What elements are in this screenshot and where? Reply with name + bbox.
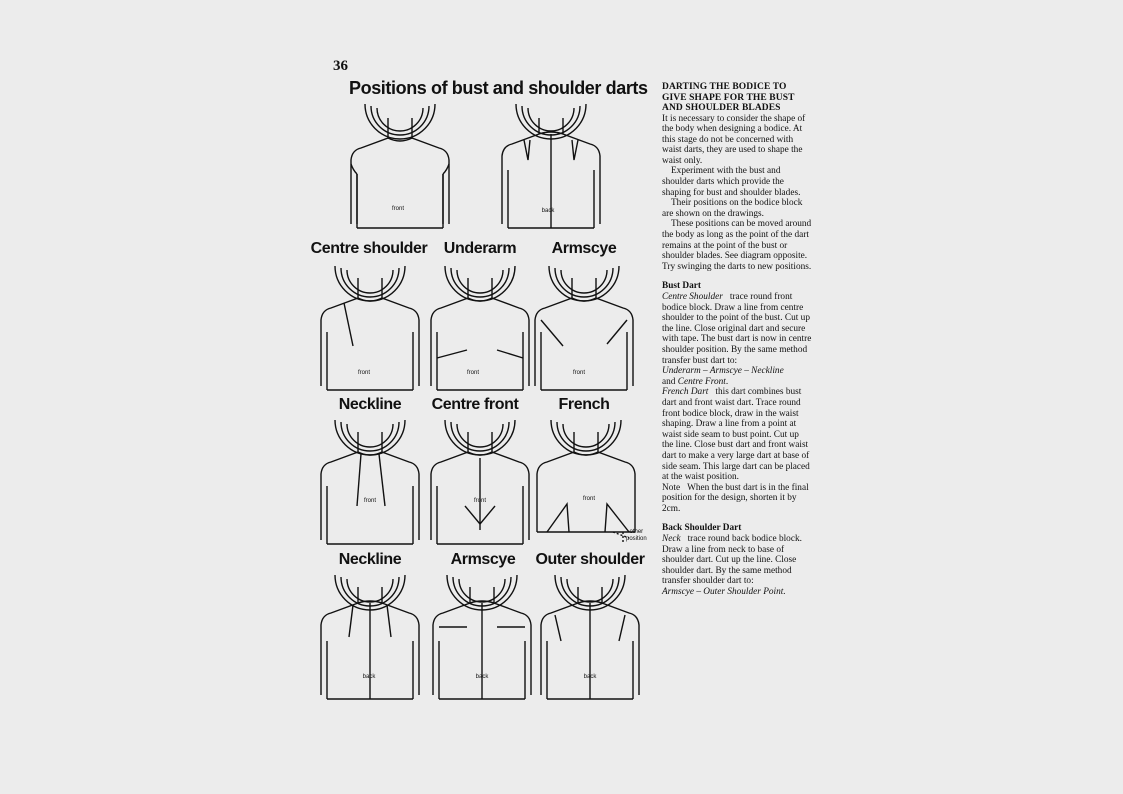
caption-underarm: Underarm bbox=[443, 240, 517, 257]
bodice-outline bbox=[317, 420, 423, 544]
bust-dart-french bbox=[662, 387, 812, 482]
other-position-line1: other bbox=[629, 529, 644, 535]
bodice-centre-front bbox=[427, 420, 533, 544]
caption-neckline-front: Neckline bbox=[338, 396, 402, 413]
french-dart-label: French Dart bbox=[662, 387, 709, 398]
caption-neckline-back: Neckline bbox=[338, 551, 402, 568]
bodice-back-outer-shoulder bbox=[537, 575, 643, 699]
front-label: front bbox=[357, 370, 371, 376]
caption-armscye: Armscye bbox=[551, 240, 617, 257]
paragraph-positions: Their positions on the bodice block are shown on the drawings. bbox=[662, 198, 803, 219]
centre-shoulder-label: Centre Shoulder bbox=[662, 292, 723, 302]
note-text: When the bust dart is in the final position for the design, shorten it by 2cm. bbox=[662, 482, 809, 514]
neck-text: trace round back bodice block. Draw a line from neck to base of shoulder dart. Cut up the line. Close shoulder dart. By the same method transfer shoulder dart to: bbox=[662, 534, 802, 587]
front-label: front bbox=[363, 498, 377, 504]
bodice-outline bbox=[427, 266, 533, 390]
bodice-underarm bbox=[427, 266, 533, 390]
bodice-back-neckline bbox=[317, 575, 423, 699]
other-position-note bbox=[626, 529, 647, 543]
figure-title: Positions of bust and shoulder darts bbox=[349, 78, 648, 98]
bodice-armscye bbox=[531, 266, 637, 390]
other-position-line2: position bbox=[626, 536, 647, 542]
bodice-outline bbox=[533, 420, 639, 544]
bodice-outline bbox=[429, 575, 535, 699]
front-label: front bbox=[582, 496, 596, 502]
front-label: front bbox=[572, 370, 586, 376]
page-number: 36 bbox=[333, 58, 348, 74]
bodice-front-plain bbox=[347, 104, 453, 228]
bodice-back-armscye bbox=[429, 575, 535, 699]
back-label: back bbox=[583, 674, 597, 680]
bodice-french bbox=[533, 420, 639, 544]
bodice-back-plain bbox=[498, 104, 604, 228]
bodice-outline bbox=[317, 575, 423, 699]
intro-paragraph: It is necessary to consider the shape of the body when designing a bodice. At this stage do not be concerned with waist darts, they are used to shape the waist only. bbox=[662, 113, 806, 166]
back-label: back bbox=[541, 208, 555, 214]
transfer-list: Underarm – Armscye – Neckline bbox=[662, 366, 784, 377]
back-dart-heading: Back Shoulder Dart bbox=[662, 523, 742, 534]
bodice-neckline bbox=[317, 420, 423, 544]
french-dart-text: this dart combines bust dart and front waist dart. Trace round front bodice block, draw in the waist shaping. Draw a line from a point at waist side seam to bust point. Cut up the line. Close bust dart and front waist dart to make a very large dart at base of side seam. This large dart can be placed at the waist position. bbox=[662, 387, 810, 483]
bodice-centre-shoulder bbox=[317, 266, 423, 390]
section-heading-line3: AND SHOULDER BLADES bbox=[662, 103, 781, 113]
caption-centre-front: Centre front bbox=[431, 396, 519, 413]
section-heading-line1: DARTING THE BODICE TO bbox=[662, 82, 787, 92]
back-dart-transfer bbox=[662, 587, 812, 598]
and-word: and bbox=[662, 376, 676, 387]
neck-label: Neck bbox=[662, 534, 681, 545]
back-label: back bbox=[475, 674, 489, 680]
bodice-outline bbox=[427, 420, 533, 544]
bust-dart-centre-shoulder bbox=[662, 292, 812, 366]
bust-dart-note bbox=[662, 483, 812, 515]
caption-armscye-back: Armscye bbox=[450, 551, 516, 568]
back-label: back bbox=[362, 674, 376, 680]
front-label: front bbox=[466, 370, 480, 376]
back-dart-neck bbox=[662, 534, 812, 587]
bust-dart-heading: Bust Dart bbox=[662, 281, 701, 292]
paragraph-experiment: Experiment with the bust and shoulder darts which provide the shaping for bust and shoulder blades. bbox=[662, 166, 801, 198]
centre-front-label: Centre Front bbox=[677, 376, 726, 387]
caption-outer-shoulder: Outer shoulder bbox=[535, 551, 645, 568]
section-heading-line2: GIVE SHAPE FOR THE BUST bbox=[662, 92, 795, 103]
front-label: front bbox=[473, 498, 487, 504]
text-column bbox=[662, 82, 812, 598]
note-label: Note bbox=[662, 482, 681, 493]
caption-french: French bbox=[558, 396, 610, 413]
bodice-outline bbox=[537, 575, 643, 699]
paragraph-moved: These positions can be moved around the body as long as the point of the dart remains at the point of the bust or shoulder blades. See diagram opposite. Try swinging the darts to new positions. bbox=[662, 219, 812, 272]
back-transfer-list: Armscye – Outer Shoulder Point. bbox=[662, 587, 786, 598]
bust-dart-transfer bbox=[662, 366, 812, 377]
caption-centre-shoulder: Centre shoulder bbox=[310, 240, 428, 257]
centre-shoulder-text: trace round front bodice block. Draw a line from centre shoulder to the point of the bust. Cut up the line. Close original dart and secure with tape. The bust dart is now in centre shoulder position. By the same method transfer bust dart to: bbox=[662, 292, 812, 366]
bust-dart-centre-front: and Centre Front. bbox=[662, 376, 729, 387]
front-label: front bbox=[391, 206, 405, 212]
